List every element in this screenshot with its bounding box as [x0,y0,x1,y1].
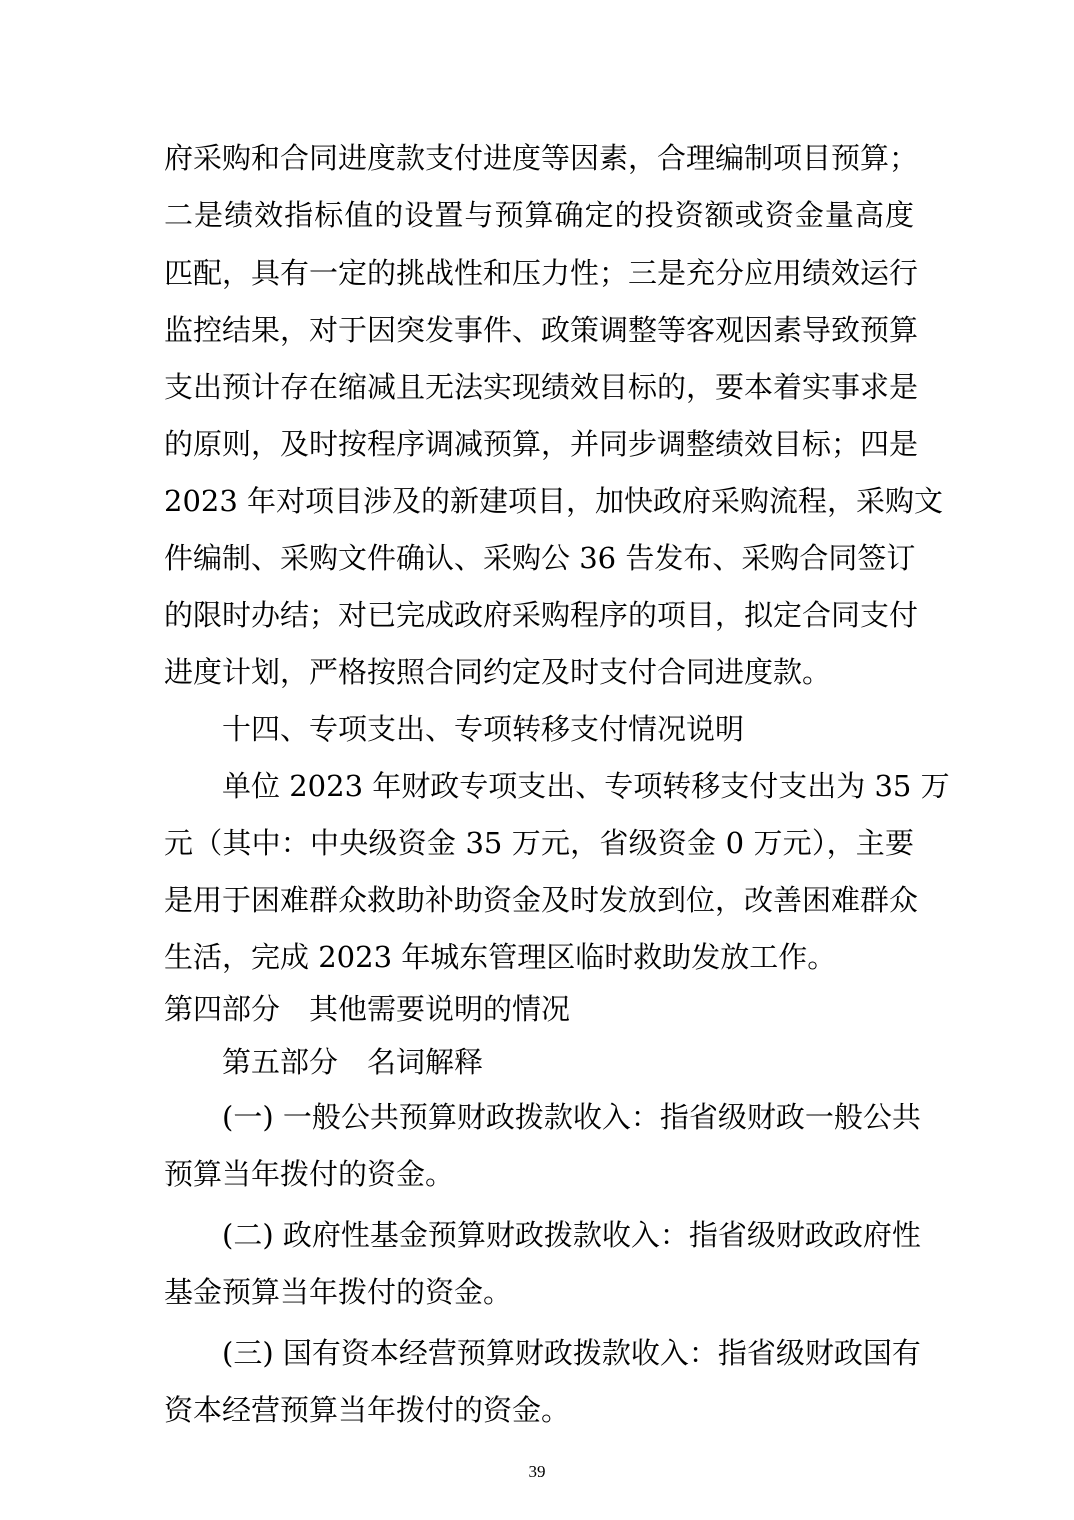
paragraph-line: 单位 2023 年财政专项支出、专项转移支付支出为 35 万 [222,769,950,803]
paragraph-line: 是用于困难群众救助补助资金及时发放到位，改善困难群众 [164,883,919,917]
definition-line: (一) 一般公共预算财政拨款收入：指省级财政一般公共 [222,1100,921,1134]
paragraph-line: 匹配，具有一定的挑战性和压力性；三是充分应用绩效运行 [164,256,919,290]
paragraph-line: 生活，完成 2023 年城东管理区临时救助发放工作。 [164,940,837,974]
paragraph-line: 元（其中：中央级资金 35 万元，省级资金 0 万元），主要 [164,826,914,860]
definition-line: 预算当年拨付的资金。 [164,1157,455,1191]
paragraph-line: 支出预计存在缩减且无法实现绩效目标的，要本着实事求是 [164,370,919,404]
paragraph-line: 进度计划，严格按照合同约定及时支付合同进度款。 [164,655,832,689]
part-heading: 第五部分 名词解释 [222,1045,484,1079]
section-heading: 十四、专项支出、专项转移支付情况说明 [222,712,745,746]
paragraph-line: 的限时办结；对已完成政府采购程序的项目，拟定合同支付 [164,598,919,632]
definition-line: 基金预算当年拨付的资金。 [164,1275,513,1309]
definition-line: 资本经营预算当年拨付的资金。 [164,1393,571,1427]
definition-line: (三) 国有资本经营预算财政拨款收入：指省级财政国有 [222,1336,921,1370]
paragraph-line: 监控结果，对于因突发事件、政策调整等客观因素导致预算 [164,313,919,347]
page-number: 39 [528,1462,546,1481]
paragraph-line: 2023 年对项目涉及的新建项目，加快政府采购流程，采购文 [164,484,944,518]
paragraph-line: 件编制、采购文件确认、采购公 36 告发布、采购合同签订 [164,541,916,575]
paragraph-line: 二是绩效指标值的设置与预算确定的投资额或资金量高度 [164,198,914,232]
definition-line: (二) 政府性基金预算财政拨款收入：指省级财政政府性 [222,1218,921,1252]
paragraph-line: 的原则，及时按程序调减预算，并同步调整绩效目标；四是 [164,427,919,461]
paragraph-line: 府采购和合同进度款支付进度等因素，合理编制项目预算； [164,141,919,175]
part-heading: 第四部分 其他需要说明的情况 [164,992,571,1026]
